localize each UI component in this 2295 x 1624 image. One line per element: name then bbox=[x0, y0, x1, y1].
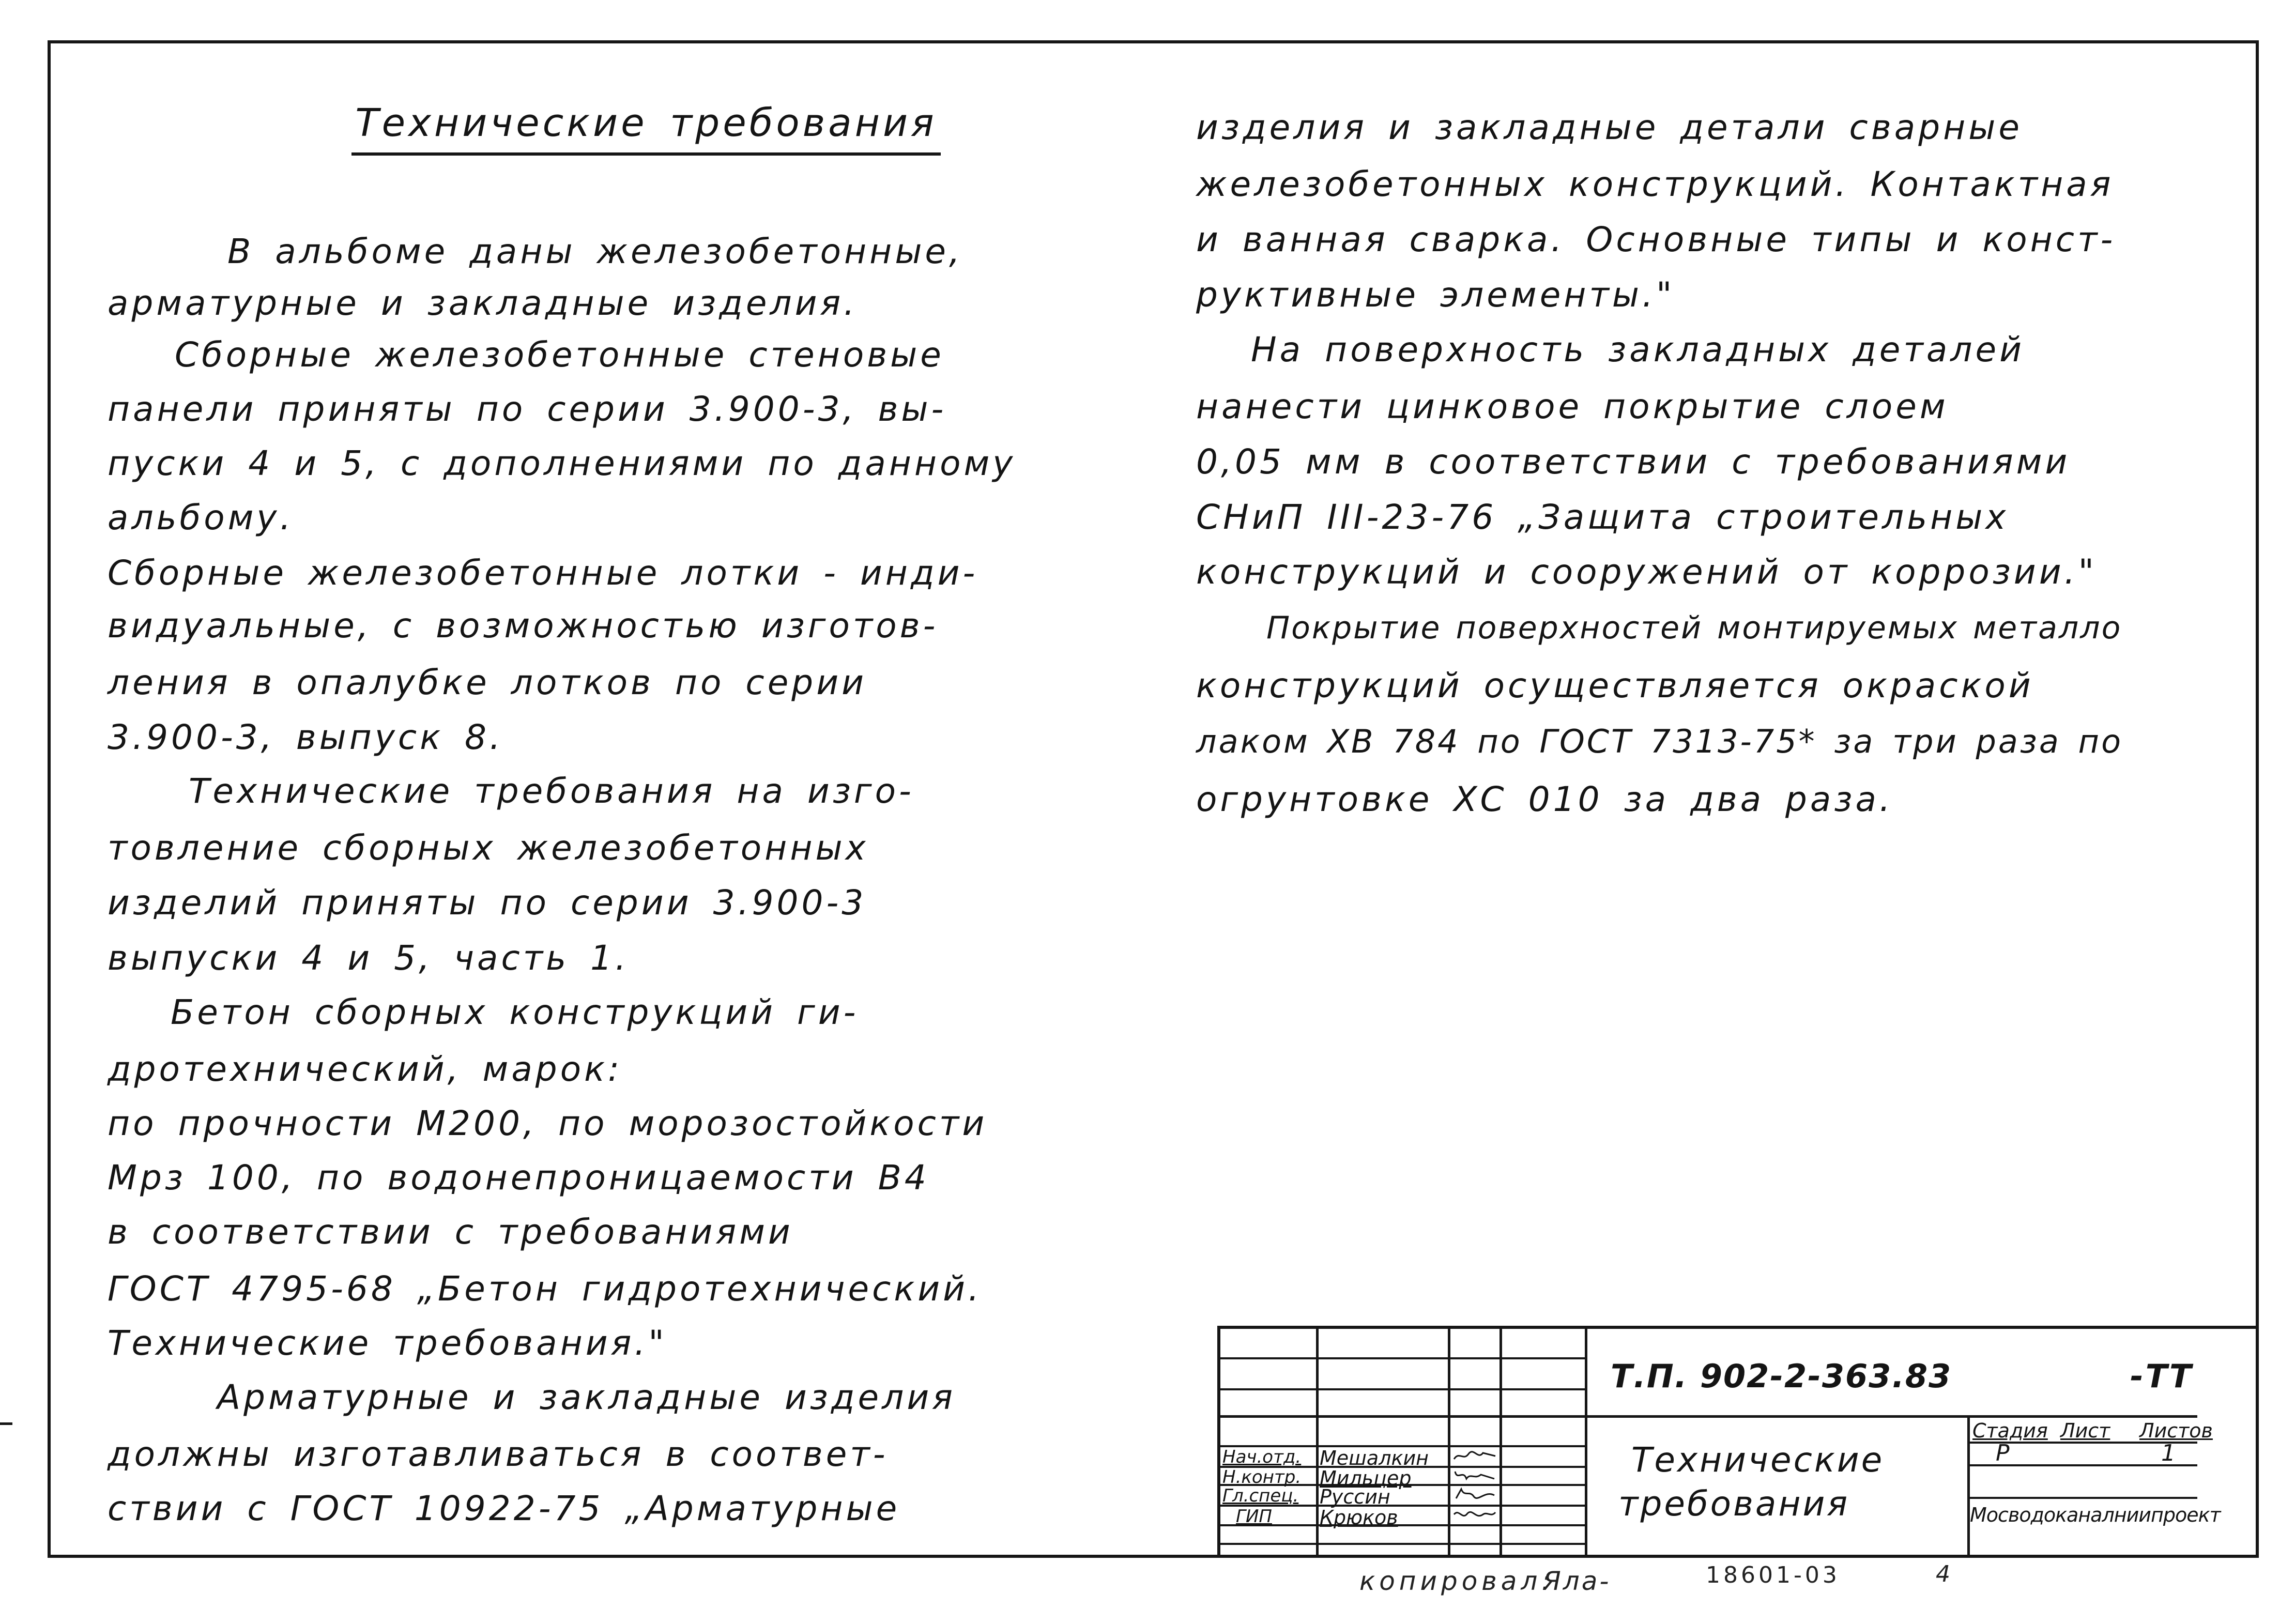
text-line: альбому. bbox=[108, 498, 294, 538]
text-line: Бетон сборных конструкций ги- bbox=[171, 992, 859, 1032]
tb-line bbox=[1316, 1329, 1319, 1558]
text-line: и ванная сварка. Основные типы и конст- bbox=[1196, 220, 2116, 259]
text-line: пуски 4 и 5, с дополнениями по данному bbox=[108, 443, 1016, 483]
text-line: панели приняты по серии 3.900-3, вы- bbox=[108, 389, 947, 429]
text-line: конструкций осуществляется окраской bbox=[1196, 666, 2034, 706]
text-line: ствии с ГОСТ 10922-75 „Арматурные bbox=[108, 1489, 900, 1528]
text-line: 0,05 мм в соответствии с требованиями bbox=[1196, 442, 2071, 482]
text-line: руктивные элементы." bbox=[1196, 275, 1675, 315]
text-line: Сборные железобетонные лотки - инди- bbox=[108, 553, 978, 593]
text-line: железобетонных конструкций. Контактная bbox=[1196, 164, 2114, 204]
text-line: изделия и закладные детали сварные bbox=[1196, 108, 2023, 147]
title-block bbox=[1217, 1326, 2259, 1558]
staff-name: Крюков bbox=[1320, 1506, 1398, 1529]
document-title: Технические требования bbox=[351, 101, 941, 156]
text-line: арматурные и закладные изделия. bbox=[108, 283, 858, 323]
copied-label: копировал: bbox=[1359, 1566, 1555, 1596]
signature-mark bbox=[1452, 1487, 1497, 1502]
page-number: 4 bbox=[1936, 1561, 1950, 1587]
text-line: изделий приняты по серии 3.900-3 bbox=[108, 883, 867, 923]
text-line: СНиП III-23-76 „Защита строительных bbox=[1196, 497, 2009, 537]
staff-name: Мешалкин bbox=[1320, 1447, 1429, 1469]
tb-line bbox=[1967, 1497, 2197, 1499]
text-line: ГОСТ 4795-68 „Бетон гидротехнический. bbox=[108, 1269, 983, 1309]
drawing-code: Т.П. 902-2-363.83 bbox=[1611, 1357, 1952, 1395]
staff-role: Н.контр. bbox=[1222, 1467, 1302, 1488]
text-line: В альбоме даны железобетонные, bbox=[227, 232, 963, 271]
text-line: Технические требования на изго- bbox=[189, 771, 914, 811]
sheet-title-line1: Технические bbox=[1631, 1440, 1885, 1480]
tb-line bbox=[1448, 1329, 1450, 1558]
tb-line bbox=[1220, 1415, 2197, 1418]
text-line: дротехнический, марок: bbox=[108, 1049, 623, 1089]
staff-role: Нач.отд. bbox=[1222, 1447, 1302, 1467]
text-line: выпуски 4 и 5, часть 1. bbox=[108, 938, 630, 978]
signature-mark bbox=[1452, 1507, 1497, 1522]
text-line: видуальные, с возможностью изготов- bbox=[108, 606, 939, 646]
text-line: 3.900-3, выпуск 8. bbox=[108, 717, 504, 757]
signature-mark bbox=[1452, 1468, 1497, 1483]
text-line: Технические требования." bbox=[108, 1323, 667, 1363]
text-line: ления в опалубке лотков по серии bbox=[108, 663, 867, 702]
tb-line bbox=[1967, 1415, 1970, 1558]
staff-role: ГИП bbox=[1236, 1506, 1272, 1527]
signature-mark bbox=[1452, 1449, 1497, 1463]
tb-line bbox=[1220, 1357, 1585, 1359]
sheet-mark: -ТТ bbox=[2130, 1357, 2194, 1395]
archive-number: 18601-03 bbox=[1706, 1562, 1840, 1588]
text-line: нанести цинковое покрытие слоем bbox=[1196, 387, 1949, 426]
text-line: в соответствии с требованиями bbox=[108, 1212, 793, 1252]
text-line: Арматурные и закладные изделия bbox=[217, 1377, 956, 1417]
tb-line bbox=[1220, 1388, 1585, 1390]
tb-line bbox=[1585, 1329, 1587, 1558]
tb-line bbox=[1500, 1329, 1502, 1558]
sheets-label: Листов bbox=[2139, 1419, 2213, 1442]
staff-name: Мильцер bbox=[1320, 1467, 1412, 1490]
sheet-label: Лист bbox=[2060, 1419, 2110, 1442]
sheet-title-line2: требования bbox=[1618, 1484, 1850, 1524]
text-line: лаком ХВ 784 по ГОСТ 7313-75* за три раза по bbox=[1196, 723, 2123, 760]
sheets-value: 1 bbox=[2161, 1440, 2176, 1466]
tb-line bbox=[1220, 1524, 1585, 1526]
text-line: конструкций и сооружений от коррозии." bbox=[1196, 552, 2097, 592]
text-line: товление сборных железобетонных bbox=[108, 828, 869, 868]
text-line: по прочности М200, по морозостойкости bbox=[108, 1104, 988, 1143]
text-line: Мрз 100, по водонепроницаемости В4 bbox=[108, 1158, 929, 1198]
text-line: должны изготавливаться в соответ- bbox=[108, 1434, 889, 1474]
text-line: Покрытие поверхностей монтируемых металло bbox=[1266, 610, 2122, 646]
stage-label: Стадия bbox=[1972, 1419, 2048, 1442]
binding-margin-tick bbox=[0, 1422, 12, 1425]
stage-value: Р bbox=[1996, 1440, 2010, 1466]
organization: Мосводоканалниипроект bbox=[1970, 1504, 2221, 1526]
staff-role: Гл.спец. bbox=[1222, 1485, 1299, 1506]
text-line: огрунтовке ХС 010 за два раза. bbox=[1196, 779, 1893, 819]
tb-line bbox=[1220, 1543, 1585, 1545]
staff-name: Руссин bbox=[1320, 1485, 1390, 1508]
text-line: Сборные железобетонные стеновые bbox=[175, 335, 944, 375]
text-line: На поверхность закладных деталей bbox=[1251, 330, 2025, 370]
copied-by: Яла- bbox=[1543, 1566, 1611, 1596]
